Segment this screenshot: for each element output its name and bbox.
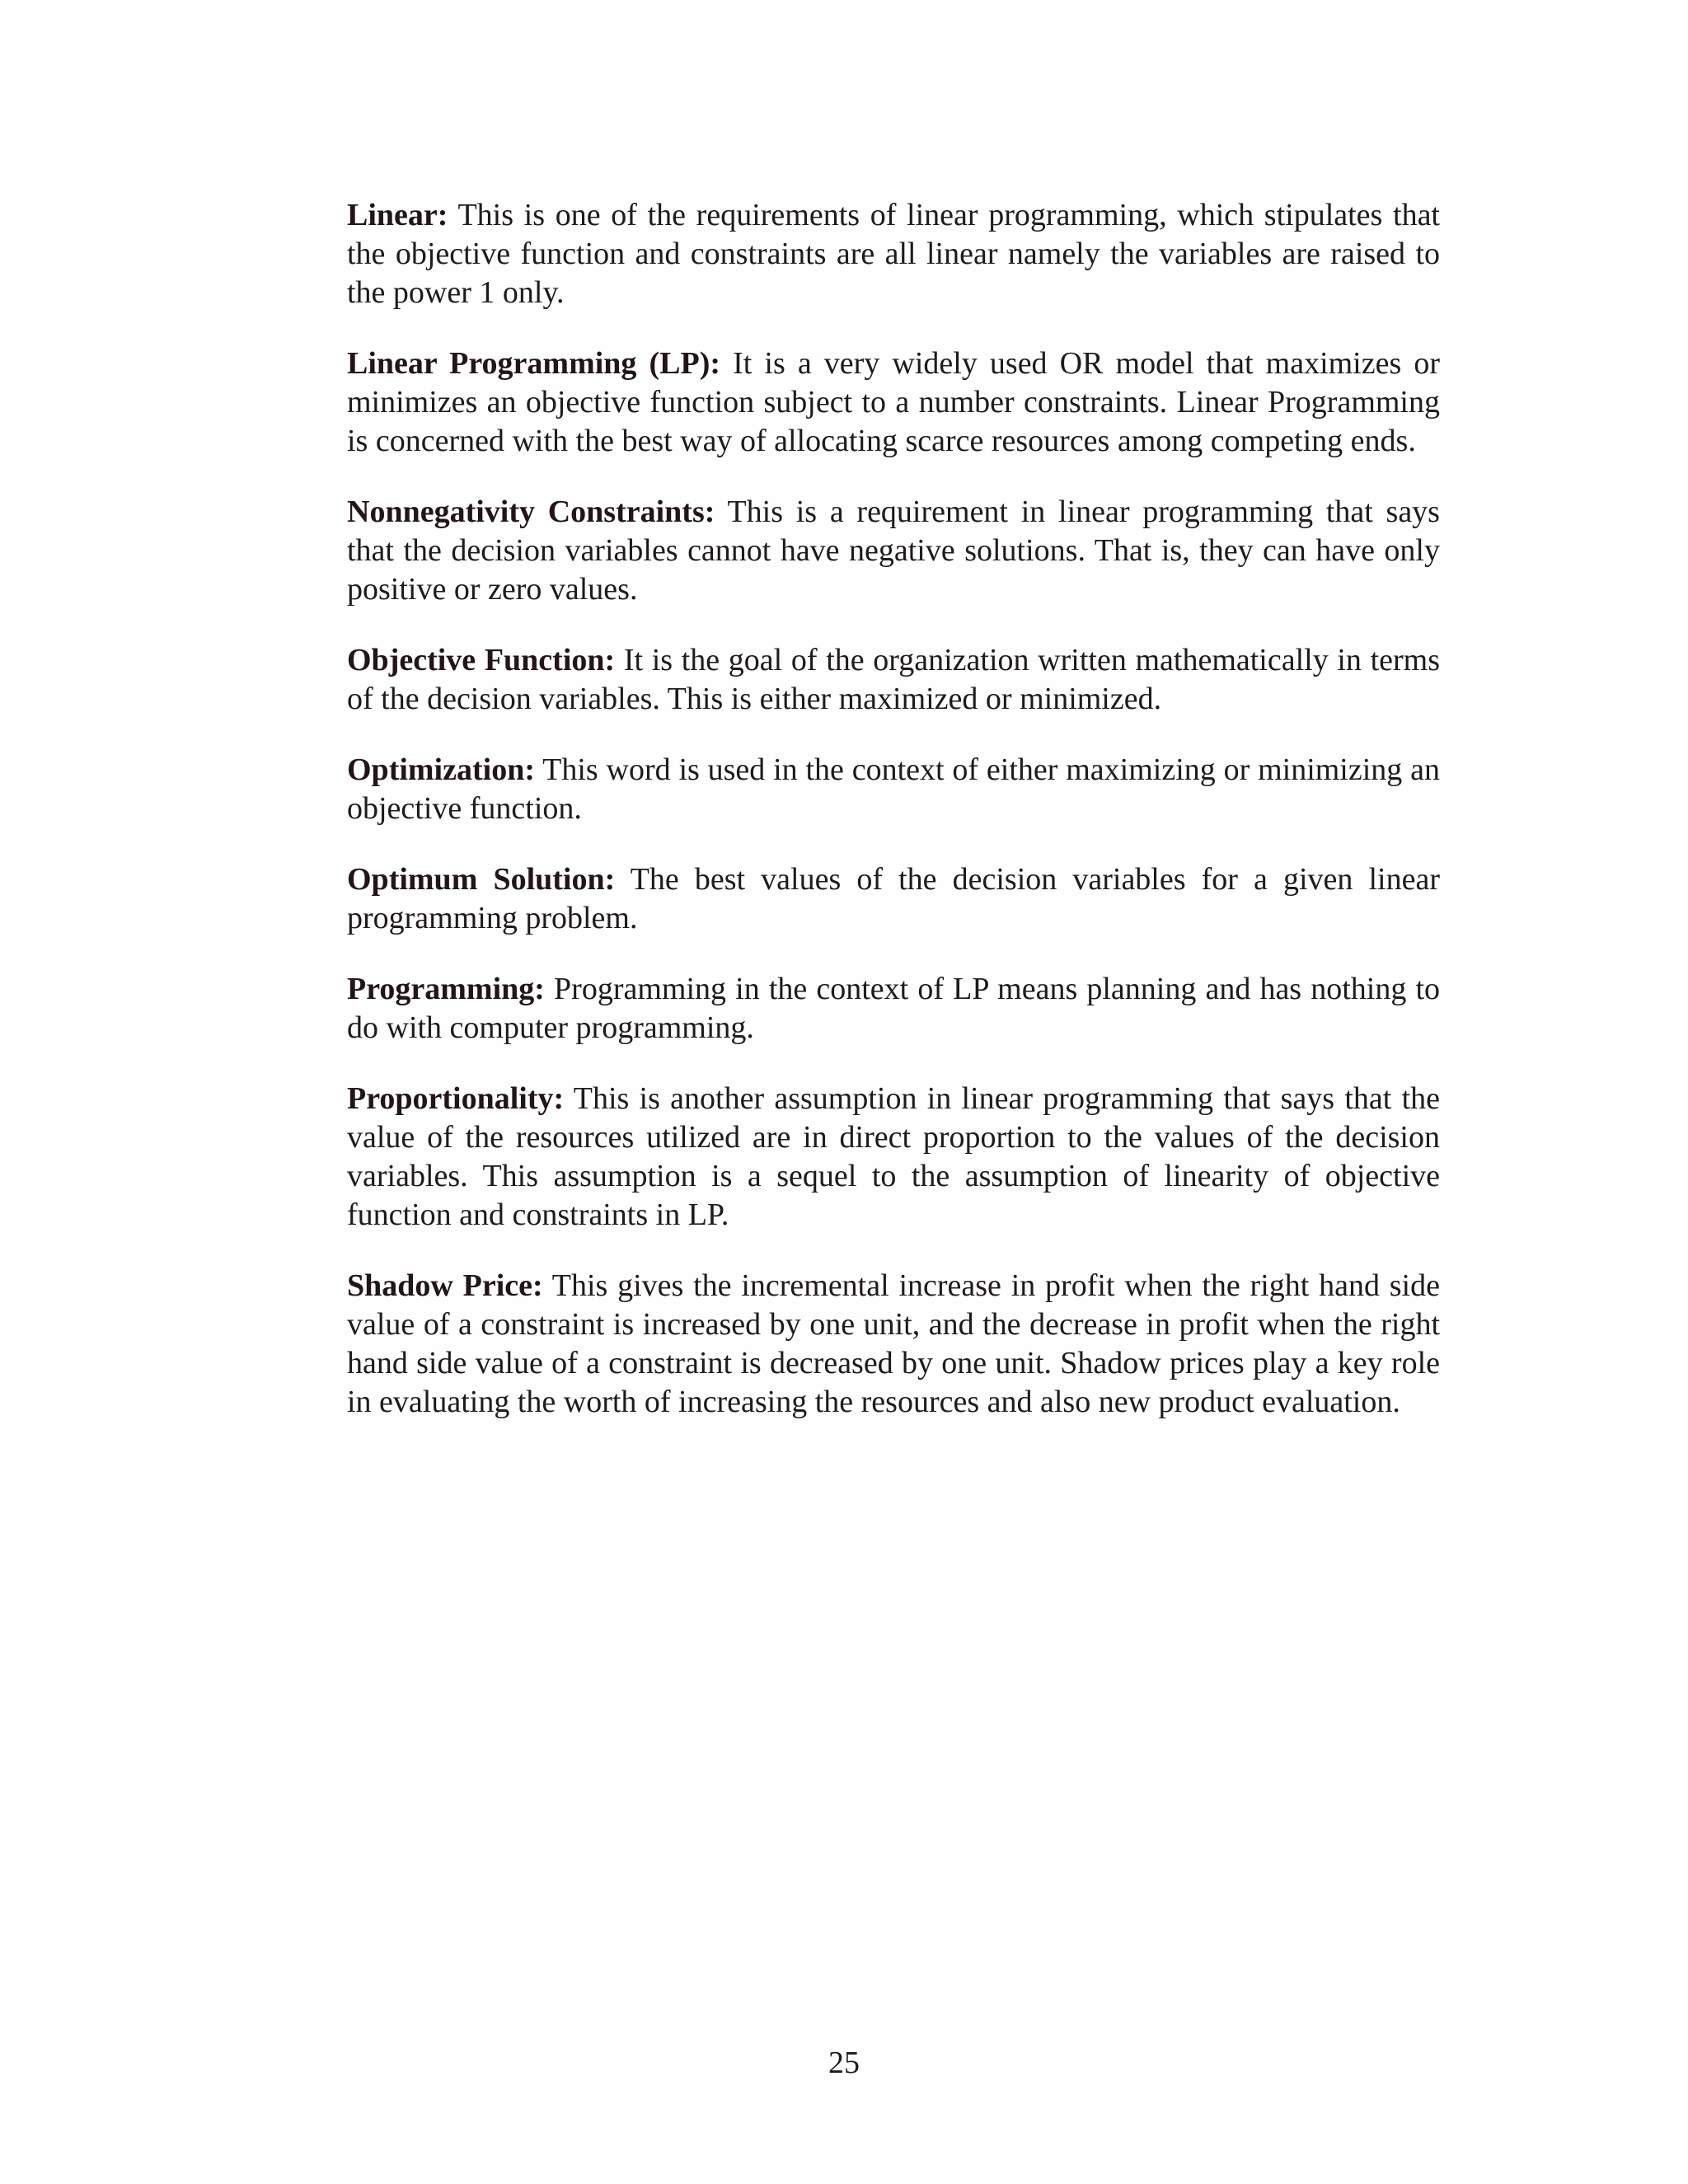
glossary-entry-shadow-price xyxy=(347,1267,1440,1422)
glossary-term: Objective Function: xyxy=(347,643,616,677)
glossary-term: Proportionality: xyxy=(347,1081,565,1116)
glossary-definition: This gives the incremental increase in profit when the right hand side value of a constraint is increased by one unit, and the decrease in profit when the right hand side value of a constraint is decreased by one unit. Shadow prices play a key role in evaluating the worth of increasing the resources and also new product evaluation. xyxy=(347,1268,1440,1419)
glossary-definition: Programming in the context of LP means planning and has nothing to do with computer programming. xyxy=(347,972,1441,1045)
page-number: 25 xyxy=(828,2046,860,2080)
glossary-entry-linear-programming xyxy=(347,344,1440,461)
glossary-definition: It is a very widely used OR model that maximizes or minimizes an objective function subject to a number constraints. Linear Programming is concerned with the best way of allocating scarce resources among competing ends. xyxy=(347,346,1440,458)
glossary-term: Shadow Price: xyxy=(347,1268,543,1303)
glossary-entry-programming xyxy=(347,970,1440,1047)
glossary-term: Nonnegativity Constraints: xyxy=(347,494,715,529)
glossary-definition: It is the goal of the organization written mathematically in terms of the decision variables. This is either maximized or minimized. xyxy=(347,643,1441,716)
glossary-entry-proportionality xyxy=(347,1080,1440,1235)
glossary-entry-linear xyxy=(347,196,1440,312)
glossary-definition: The best values of the decision variables for a given linear programming problem. xyxy=(347,862,1441,935)
glossary-term: Programming: xyxy=(347,972,545,1006)
glossary-entry-nonnegativity-constraints xyxy=(347,493,1440,609)
glossary-term: Linear: xyxy=(347,198,448,232)
glossary-term: Linear Programming (LP): xyxy=(347,346,721,381)
glossary xyxy=(347,196,1440,1454)
glossary-entry-optimum-solution xyxy=(347,860,1440,938)
glossary-definition: This is one of the requirements of linear programming, which stipulates that the objective function and constraints are all linear namely the variables are raised to the power 1 only. xyxy=(347,198,1440,310)
glossary-term: Optimization: xyxy=(347,752,535,787)
glossary-term: Optimum Solution: xyxy=(347,862,616,897)
glossary-entry-objective-function xyxy=(347,641,1440,719)
glossary-entry-optimization xyxy=(347,751,1440,828)
glossary-definition: This word is used in the context of either maximizing or minimizing an objective function. xyxy=(347,752,1440,826)
glossary-definition: This is another assumption in linear programming that says that the value of the resources utilized are in direct proportion to the values of the decision variables. This assumption is a sequel to the assumption of linearity of objective function and constraints in LP. xyxy=(347,1081,1440,1232)
glossary-definition: This is a requirement in linear programming that says that the decision variables cannot have negative solutions. That is, they can have only positive or zero values. xyxy=(347,494,1440,607)
